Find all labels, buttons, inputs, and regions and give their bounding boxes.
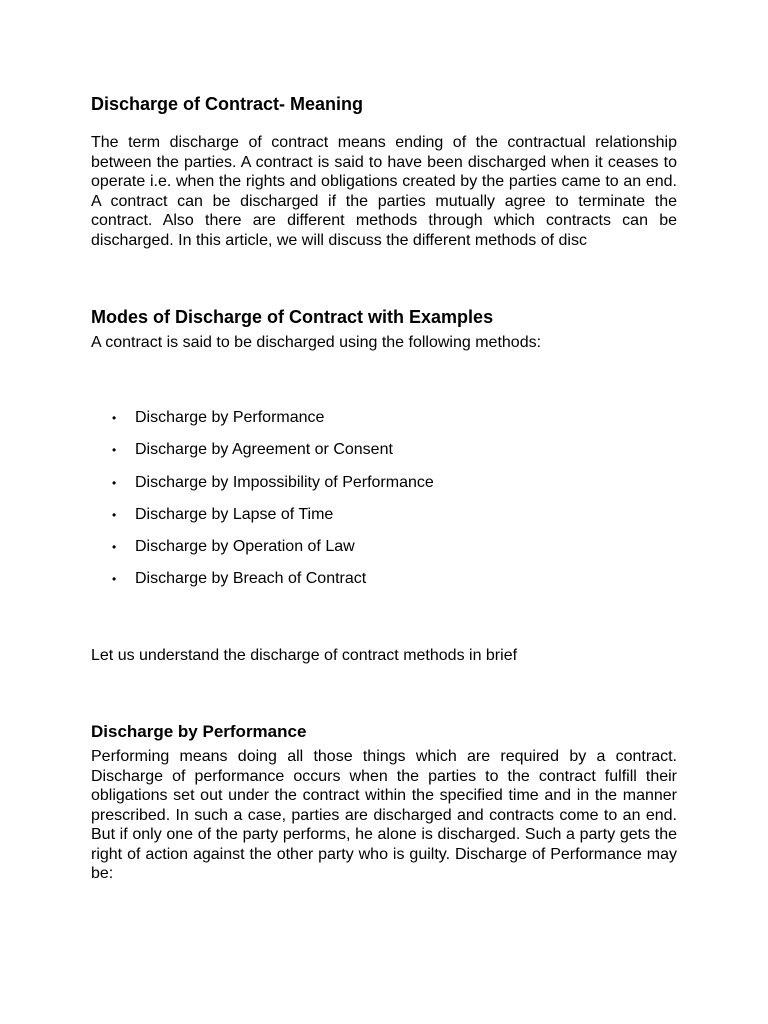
list-item-text: Discharge by Breach of Contract (135, 570, 367, 588)
list-item-text: Discharge by Performance (135, 409, 325, 426)
paragraph-modes-intro: A contract is said to be discharged using the following methods: (91, 334, 542, 351)
paragraph-modes-outro: Let us understand the discharge of contract methods in brief (91, 647, 518, 664)
bullet-icon: • (112, 411, 117, 425)
bullet-icon: • (112, 540, 117, 555)
paragraph-meaning: The term discharge of contract means ending of the contractual relationship between the parties. A contract is said to have been discharged when it ceases to operate i.e. when the rights and obligations created by the parties came to an end. A contract can be discharged if the parties mutually agree to terminate the contract. Also there are different methods through which contracts can be discharged. In this article, we will discuss the different methods of disc (91, 134, 677, 249)
bullet-icon: • (112, 443, 117, 458)
paragraph-performance: Performing means doing all those things which are required by a contract. Discharge of performance occurs when the parties to the contract fulfill their obligations set out under the contract within the specified time and in the manner prescribed. In such a case, parties are discharged and contracts come to an end. But if only one of the party performs, he alone is discharged. Such a party gets the right of action against the other party who is guilty. Discharge of Performance may be: (91, 748, 677, 882)
list-item-text: Discharge by Agreement or Consent (135, 441, 393, 459)
bullet-icon: • (112, 572, 117, 587)
list-item-text: Discharge by Impossibility of Performance (135, 473, 434, 491)
heading-performance: Discharge by Performance (91, 722, 307, 741)
heading-meaning: Discharge of Contract- Meaning (91, 94, 364, 114)
list-item-text: Discharge by Lapse of Time (135, 505, 334, 523)
heading-modes: Modes of Discharge of Contract with Examples (91, 307, 494, 327)
bullet-icon: • (112, 507, 117, 522)
bullet-icon: • (112, 475, 117, 490)
list-item-text: Discharge by Operation of Law (135, 538, 355, 556)
